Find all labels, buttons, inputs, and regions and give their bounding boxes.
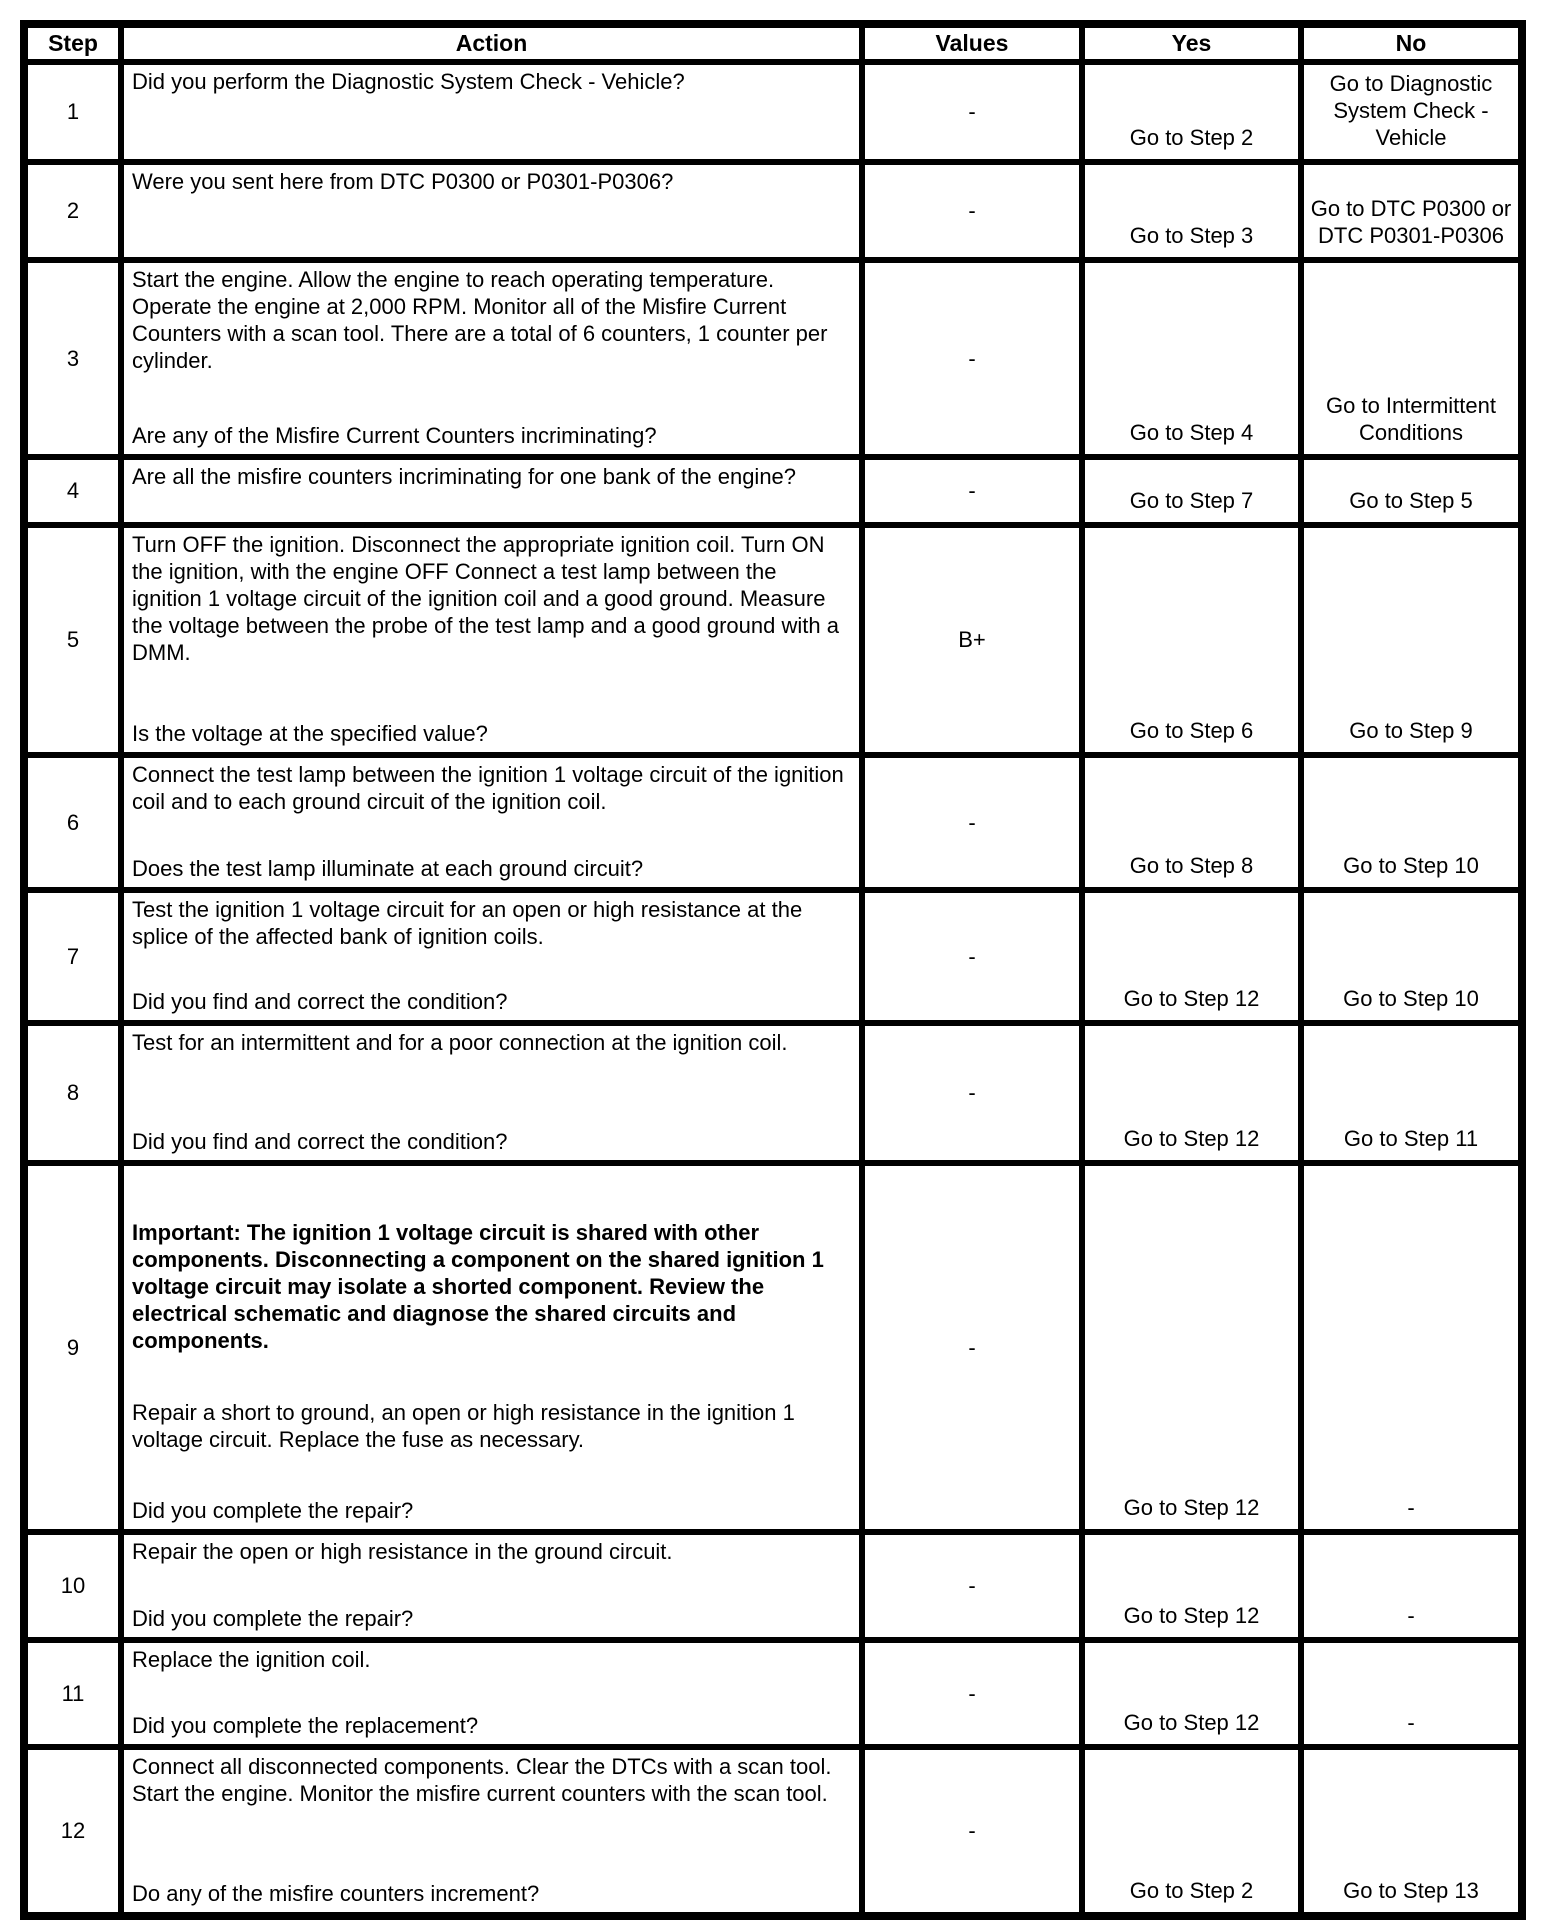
no-cell: Go to Step 10 [1301,755,1522,890]
diagnostic-table-page [20,20,1526,1920]
action-cell [121,260,862,457]
values-cell: - [862,1163,1082,1532]
no-cell: Go to Intermittent Conditions [1301,260,1522,457]
no-cell: Go to Step 13 [1301,1747,1522,1916]
values-cell: - [862,62,1082,162]
action-question: Did you complete the replacement? [132,1713,479,1738]
no-cell: - [1301,1640,1522,1747]
action-cell [121,1023,862,1163]
yes-cell: Go to Step 2 [1082,1747,1301,1916]
action-cell [121,1747,862,1916]
no-cell: Go to Step 10 [1301,890,1522,1023]
action-text: Were you sent here from DTC P0300 or P0301-P0306? [132,169,674,194]
action-text: Are all the misfire counters incriminating for one bank of the engine? [132,464,797,489]
action-question: Is the voltage at the specified value? [132,721,488,746]
yes-cell: Go to Step 3 [1082,162,1301,260]
action-question: Are any of the Misfire Current Counters incriminating? [132,423,657,448]
table-row [24,457,1522,525]
values-cell: - [862,457,1082,525]
col-header-step: Step [24,24,121,62]
action-cell [121,890,862,1023]
action-question: Did you complete the repair? [132,1498,414,1523]
table-row [24,1532,1522,1640]
action-question: Did you find and correct the condition? [132,989,508,1014]
no-cell: - [1301,1532,1522,1640]
action-cell [121,62,862,162]
action-question: Does the test lamp illuminate at each ground circuit? [132,856,644,881]
action-text: Replace the ignition coil. [132,1647,371,1672]
yes-cell: Go to Step 4 [1082,260,1301,457]
action-text: Start the engine. Allow the engine to reach operating temperature. Operate the engine at 2,000 RPM. Monitor all of the Misfire Current Counters with a scan tool. There are a total of 6 counters, 1 counter per cylinder. [132,267,834,373]
action-text: Turn OFF the ignition. Disconnect the appropriate ignition coil. Turn ON the ignition, with the engine OFF Connect a test lamp between the ignition 1 voltage circuit of the ignition coil and a good ground. Measure the voltage between the probe of the test lamp and a good ground with a DMM. [132,532,846,665]
table-row [24,1023,1522,1163]
action-text: Repair a short to ground, an open or high resistance in the ignition 1 voltage circuit. Replace the fuse as necessary. [132,1399,801,1452]
table-row [24,162,1522,260]
step-cell: 9 [24,1163,121,1532]
no-cell: Go to Step 11 [1301,1023,1522,1163]
action-important-text: Important: The ignition 1 voltage circuit is shared with other components. Disconnecting a component on the shared ignition 1 voltage circuit may isolate a shorted component. Review the electrical schematic and diagnose the shared circuits and components. [132,1220,830,1353]
step-cell: 1 [24,62,121,162]
col-header-yes: Yes [1082,24,1301,62]
action-text: Repair the open or high resistance in the ground circuit. [132,1539,673,1564]
action-question: Do any of the misfire counters increment? [132,1881,540,1906]
table-row [24,890,1522,1023]
no-cell: Go to Diagnostic System Check - Vehicle [1301,62,1522,162]
values-cell: - [862,755,1082,890]
yes-cell: Go to Step 12 [1082,890,1301,1023]
action-text: Did you perform the Diagnostic System Check - Vehicle? [132,69,685,94]
yes-cell: Go to Step 12 [1082,1532,1301,1640]
yes-cell: Go to Step 12 [1082,1640,1301,1747]
action-cell [121,755,862,890]
table-row [24,260,1522,457]
no-cell: - [1301,1163,1522,1532]
header-row [24,24,1522,62]
values-cell: - [862,1640,1082,1747]
col-header-no: No [1301,24,1522,62]
step-cell: 12 [24,1747,121,1916]
yes-cell: Go to Step 7 [1082,457,1301,525]
yes-cell: Go to Step 12 [1082,1163,1301,1532]
values-cell: - [862,1747,1082,1916]
action-text: Test the ignition 1 voltage circuit for an open or high resistance at the splice of the affected bank of ignition coils. [132,897,809,949]
values-cell: - [862,1532,1082,1640]
values-cell: - [862,1023,1082,1163]
diagnostic-table [20,20,1526,1920]
step-cell: 3 [24,260,121,457]
action-cell [121,457,862,525]
col-header-values: Values [862,24,1082,62]
step-cell: 2 [24,162,121,260]
values-cell: - [862,260,1082,457]
action-text: Connect the test lamp between the ignition 1 voltage circuit of the ignition coil and to each ground circuit of the ignition coil. [132,762,850,814]
no-cell: Go to DTC P0300 or DTC P0301-P0306 [1301,162,1522,260]
action-question: Did you complete the repair? [132,1606,414,1631]
table-row [24,62,1522,162]
table-row [24,1747,1522,1916]
col-header-action: Action [121,24,862,62]
no-cell: Go to Step 9 [1301,525,1522,755]
action-cell [121,1532,862,1640]
table-row [24,525,1522,755]
values-cell: B+ [862,525,1082,755]
yes-cell: Go to Step 12 [1082,1023,1301,1163]
action-question: Did you find and correct the condition? [132,1129,508,1154]
action-cell [121,1163,862,1532]
action-text: Connect all disconnected components. Clear the DTCs with a scan tool. Start the engine. Monitor the misfire current counters with the scan tool. [132,1754,838,1806]
action-text: Test for an intermittent and for a poor connection at the ignition coil. [132,1030,788,1055]
table-row [24,1163,1522,1532]
values-cell: - [862,890,1082,1023]
no-cell: Go to Step 5 [1301,457,1522,525]
yes-cell: Go to Step 6 [1082,525,1301,755]
step-cell: 5 [24,525,121,755]
table-row [24,1640,1522,1747]
step-cell: 7 [24,890,121,1023]
step-cell: 10 [24,1532,121,1640]
step-cell: 6 [24,755,121,890]
action-cell [121,525,862,755]
values-cell: - [862,162,1082,260]
table-row [24,755,1522,890]
action-cell [121,162,862,260]
yes-cell: Go to Step 2 [1082,62,1301,162]
action-cell [121,1640,862,1747]
step-cell: 11 [24,1640,121,1747]
step-cell: 4 [24,457,121,525]
yes-cell: Go to Step 8 [1082,755,1301,890]
step-cell: 8 [24,1023,121,1163]
